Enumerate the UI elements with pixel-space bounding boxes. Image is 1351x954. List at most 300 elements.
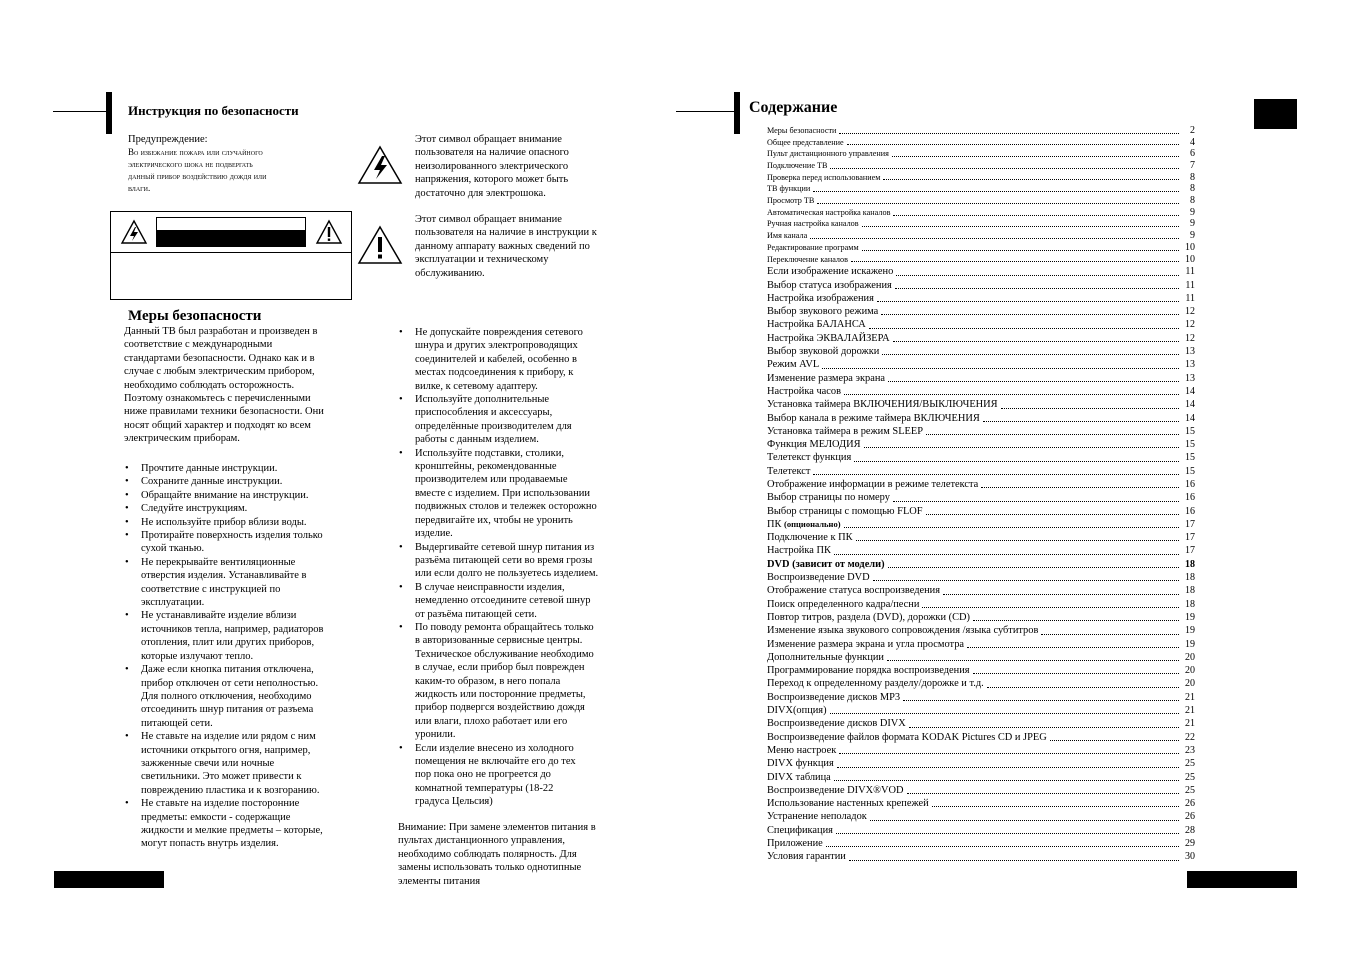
text-line: пользователя на наличие опасного: [415, 147, 569, 159]
toc-entry-title: [767, 218, 859, 230]
left-header-rule: [53, 111, 107, 112]
text-line: пользователя на наличие в инструкции к: [415, 227, 597, 239]
toc-entry-title: [767, 784, 904, 797]
text-line: разъёма питающей сети во время грозы: [415, 554, 593, 566]
left-footer-bar: [54, 871, 164, 888]
toc-entry[interactable]: [767, 611, 1195, 624]
text-line: шнура и других электропроводящих: [415, 340, 578, 352]
toc-leader-dots: [817, 203, 1179, 204]
text-line: замены использовать только однотипные: [398, 862, 582, 874]
toc-entry-text: Использование настенных крепежей: [767, 798, 929, 810]
toc-entry-text: Воспроизведение дисков MP3: [767, 691, 901, 703]
text-line: • Не ставьте на изделие посторонние: [141, 798, 300, 810]
text-line: • По поводу ремонта обращайтесь только: [415, 621, 594, 633]
toc-leader-dots: [826, 846, 1179, 847]
toc-page-number: 23: [1185, 744, 1195, 756]
text-line: достаточно для электрошока.: [415, 187, 546, 199]
toc-page-number: 17: [1185, 545, 1195, 557]
right-header-bar: [734, 92, 740, 134]
toc-page-number: 21: [1185, 718, 1195, 730]
toc-entry-text: DIVX таблица: [767, 771, 831, 783]
toc-entry-title: [767, 160, 827, 172]
toc-entry[interactable]: [767, 207, 1195, 219]
toc-entry[interactable]: [767, 638, 1195, 651]
toc-entry-text: Функция МЕЛОДИЯ: [767, 439, 861, 451]
right-footer-bar: [1187, 871, 1297, 888]
text-line: источников тепла, например, радиаторов: [141, 623, 324, 635]
toc-entry-title: [767, 385, 841, 398]
text-line: электрическим приборам.: [124, 433, 240, 445]
toc-entry[interactable]: [767, 195, 1195, 207]
toc-entry[interactable]: [767, 651, 1195, 664]
toc-page-number: 11: [1185, 279, 1195, 291]
table-of-contents: [767, 125, 1195, 864]
toc-page-number: 22: [1185, 731, 1195, 743]
toc-entry[interactable]: [767, 744, 1195, 757]
toc-entry[interactable]: [767, 837, 1195, 850]
toc-entry-title: [767, 172, 880, 184]
toc-entry[interactable]: [767, 242, 1195, 254]
toc-page-number: 7: [1190, 160, 1195, 172]
toc-entry-text: Настройка БАЛАНСА: [767, 319, 866, 331]
toc-leader-dots: [882, 354, 1179, 355]
toc-entry-title: [767, 412, 980, 425]
toc-entry-title: [767, 207, 890, 219]
toc-entry[interactable]: [767, 137, 1195, 149]
text-line: • Даже если кнопка питания отключена,: [141, 664, 314, 676]
toc-entry[interactable]: [767, 451, 1195, 464]
toc-leader-dots: [862, 250, 1179, 251]
toc-page-number: 13: [1185, 346, 1195, 358]
text-line: комнатной температуры (18-22: [415, 782, 554, 794]
toc-leader-dots: [834, 780, 1179, 781]
toc-page-number: 13: [1185, 372, 1195, 384]
safety-bullet-item: [124, 475, 354, 488]
toc-leader-dots: [837, 767, 1179, 768]
safety-bullet-item: [124, 489, 354, 502]
toc-entry-title: [767, 398, 998, 411]
text-line: работы с данным изделием.: [415, 434, 539, 446]
text-line: могут попасть внутрь изделия.: [141, 838, 279, 850]
safety-bullet-item: [124, 462, 354, 475]
toc-leader-dots: [973, 673, 1179, 674]
toc-entry-title: [767, 195, 814, 207]
toc-leader-dots: [813, 191, 1179, 192]
exclamation-warning-icon: [315, 219, 343, 245]
toc-entry-title: [767, 704, 827, 717]
toc-entry[interactable]: [767, 664, 1195, 677]
text-line: Техническое обслуживание необходимо: [415, 648, 594, 660]
toc-entry[interactable]: [767, 598, 1195, 611]
toc-entry-text: Установка таймера ВКЛЮЧЕНИЯ/ВЫКЛЮЧЕНИЯ: [767, 399, 998, 411]
toc-entry-title: [767, 279, 892, 292]
toc-leader-dots: [888, 567, 1179, 568]
text-line: повреждению пластика и к возгоранию.: [141, 784, 320, 796]
toc-leader-dots: [926, 434, 1179, 435]
text-line: ниже правилами техники безопасности. Они: [124, 406, 324, 418]
toc-entry-title: [767, 544, 831, 557]
toc-entry-text: Изменение размера экрана: [767, 372, 885, 384]
toc-entry[interactable]: [767, 584, 1195, 597]
text-line: данному аппарату важных сведений по: [415, 240, 590, 252]
exclamation-warning-icon: [357, 225, 403, 265]
toc-entry-title: [767, 837, 823, 850]
toc-entry-text: Изменение размера экрана и угла просмотра: [767, 638, 965, 650]
toc-entry[interactable]: [767, 771, 1195, 784]
text-line: в случае, если прибор был поврежден: [415, 662, 585, 674]
text-line: • Не допускайте повреждения сетевого: [415, 327, 583, 338]
page-title-contents: Содержание: [749, 99, 838, 116]
toc-leader-dots: [893, 341, 1179, 342]
toc-page-number: 10: [1185, 241, 1195, 253]
toc-entry-title: [767, 265, 893, 278]
toc-entry[interactable]: [767, 358, 1195, 371]
toc-entry[interactable]: [767, 478, 1195, 491]
toc-leader-dots: [864, 447, 1179, 448]
toc-page-number: 18: [1185, 598, 1195, 610]
text-line: • Не ставьте на изделие или рядом с ним: [141, 731, 316, 743]
toc-entry[interactable]: [767, 230, 1195, 242]
toc-leader-dots: [836, 833, 1179, 834]
toc-page-number: 2: [1190, 124, 1195, 136]
toc-entry-text: Выбор канала в режиме таймера ВКЛЮЧЕНИЯ: [767, 412, 980, 424]
toc-page-number: 19: [1185, 638, 1195, 650]
toc-entry-title: [767, 137, 844, 149]
text-line: подвижных столов и тележек осторожно: [415, 501, 597, 513]
toc-entry[interactable]: [767, 491, 1195, 504]
toc-leader-dots: [830, 713, 1179, 714]
toc-entry[interactable]: [767, 398, 1195, 411]
toc-leader-dots: [822, 368, 1179, 369]
toc-entry-title: [767, 425, 923, 438]
toc-entry[interactable]: [767, 465, 1195, 478]
text-line: местах подсоединения к прибору, к: [415, 367, 574, 379]
toc-entry-text: Условия гарантии: [767, 851, 846, 863]
toc-entry-text: Настройка ПК: [767, 545, 831, 557]
toc-entry[interactable]: [767, 183, 1195, 195]
safety-bullet-item: [124, 556, 354, 610]
toc-entry[interactable]: [767, 219, 1195, 231]
text-line: сухой тканью.: [141, 543, 205, 555]
safety-bullet-item: [398, 621, 628, 742]
text-line: или если долго не пользуетесь изделием.: [415, 568, 599, 580]
toc-entry-text: ТВ функции: [767, 184, 811, 194]
toc-entry[interactable]: [767, 438, 1195, 451]
safety-bullet-item: [398, 581, 628, 621]
toc-page-number: 16: [1185, 479, 1195, 490]
toc-entry[interactable]: [767, 345, 1195, 358]
toc-entry-title: [767, 651, 884, 664]
toc-entry-title: [767, 438, 861, 451]
toc-entry[interactable]: [767, 531, 1195, 544]
toc-entry-title: [767, 598, 919, 611]
toc-leader-dots: [1050, 740, 1179, 741]
toc-entry-title: [767, 372, 885, 385]
toc-page-number: 17: [1185, 518, 1195, 530]
toc-leader-dots: [943, 594, 1179, 595]
text-line: производителем или продаваемые: [415, 474, 568, 486]
toc-page-number: 19: [1185, 625, 1195, 637]
toc-entry-text: Телетекст функция: [767, 452, 852, 464]
toc-page-number: 4: [1190, 136, 1195, 148]
toc-entry-text: Выбор звукового режима: [767, 306, 879, 318]
text-line: эксплуатации.: [141, 597, 205, 609]
toc-entry[interactable]: [767, 731, 1195, 744]
toc-entry[interactable]: [767, 318, 1195, 331]
caution-label-box: [110, 211, 352, 300]
toc-entry-title: [767, 451, 851, 464]
toc-entry-title: [767, 691, 900, 704]
toc-entry-text: Просмотр ТВ: [767, 196, 815, 206]
toc-entry[interactable]: [767, 558, 1195, 571]
text-line: жидкости и мелкие предметы – которые,: [141, 824, 323, 836]
toc-entry-title: [767, 183, 810, 195]
text-line: передвигайте их, чтобы не уронить: [415, 514, 573, 526]
toc-entry-text: Воспроизведение дисков DIVX: [767, 718, 906, 730]
toc-page-number: 9: [1190, 218, 1195, 230]
text-line: уронили.: [415, 729, 456, 741]
text-line: обслуживанию.: [415, 267, 485, 279]
toc-page-number: 26: [1185, 811, 1195, 823]
toc-entry-text: Отображение статуса воспроизведения: [767, 585, 940, 597]
toc-leader-dots: [810, 238, 1179, 239]
text-line: необходимо соблюдать полярность. Для: [398, 848, 577, 860]
toc-entry-text: Если изображение искажено: [767, 266, 894, 278]
text-line: вилке, к сетевому адаптеру.: [415, 380, 538, 392]
toc-page-number: 11: [1185, 292, 1195, 304]
toc-entry[interactable]: [767, 172, 1195, 184]
toc-page-number: 26: [1185, 798, 1195, 810]
toc-entry-text: Проверка перед использованием: [767, 172, 881, 182]
text-line: Для полного отключения, необходимо: [141, 690, 312, 702]
toc-page-number: 20: [1185, 651, 1195, 663]
left-header-bar: [106, 92, 112, 134]
toc-entry[interactable]: [767, 824, 1195, 837]
toc-entry-title: [767, 505, 923, 518]
toc-entry[interactable]: [767, 425, 1195, 438]
toc-page-number: 14: [1185, 399, 1195, 411]
toc-entry[interactable]: [767, 677, 1195, 690]
toc-entry-text: Режим AVL: [767, 359, 820, 371]
toc-leader-dots: [834, 554, 1179, 555]
toc-entry-title: [767, 850, 846, 863]
text-line: • Используйте дополнительные: [415, 394, 550, 406]
text-line: • Сохраните данные инструкции.: [141, 476, 283, 488]
toc-page-number: 20: [1185, 678, 1195, 690]
toc-entry-title: [767, 518, 841, 531]
toc-entry-title: [767, 230, 807, 242]
toc-entry[interactable]: [767, 518, 1195, 531]
toc-leader-dots: [909, 727, 1179, 728]
toc-page-number: 9: [1190, 230, 1195, 242]
text-line: отсоединить шнур питания от разъема: [141, 704, 314, 716]
toc-entry-text: Выбор страницы по номеру: [767, 492, 890, 504]
toc-leader-dots: [873, 580, 1179, 581]
text-line: • Если изделие внесено из холодного: [415, 742, 574, 754]
safety-bullet-item: [398, 326, 628, 393]
toc-page-number: 12: [1185, 332, 1195, 344]
toc-page-number: 25: [1185, 771, 1195, 783]
toc-leader-dots: [893, 215, 1179, 216]
toc-leader-dots: [839, 133, 1179, 134]
toc-leader-dots: [830, 168, 1179, 169]
toc-entry-text: Настройка ЭКВАЛАЙЗЕРА: [767, 332, 890, 344]
text-line: которые излучают тепло.: [141, 650, 254, 662]
page-title-safety: Инструкция по безопасности: [128, 103, 299, 118]
toc-entry-title: [767, 148, 889, 160]
text-line: • Протирайте поверхность изделия только: [141, 530, 323, 542]
toc-entry[interactable]: [767, 372, 1195, 385]
toc-page-number: 16: [1185, 505, 1195, 517]
toc-entry[interactable]: [767, 757, 1195, 770]
text-line: • Следуйте инструкциям.: [141, 503, 248, 515]
text-line: Этот символ обращает внимание: [415, 214, 562, 225]
toc-entry[interactable]: [767, 305, 1195, 318]
toc-leader-dots: [896, 275, 1179, 276]
toc-page-number: 11: [1185, 266, 1195, 278]
toc-entry-text: Переключение каналов: [767, 254, 848, 264]
text-line: жидкость или посторонние предметы,: [415, 688, 586, 700]
toc-leader-dots: [1041, 634, 1179, 635]
toc-entry[interactable]: [767, 125, 1195, 137]
text-line: • Не используйте прибор вблизи воды.: [141, 516, 307, 528]
text-line: элементы питания: [398, 875, 481, 887]
toc-page-number: 18: [1185, 585, 1195, 597]
toc-entry[interactable]: [767, 850, 1195, 863]
symbol1-description: [415, 133, 625, 200]
text-line: помещения не включайте его до тех: [415, 756, 576, 767]
toc-entry-title: [767, 744, 836, 757]
text-line: • Прочтите данные инструкции.: [141, 463, 278, 474]
text-line: пор пока оно не прогреется до: [415, 769, 551, 781]
toc-leader-dots: [856, 540, 1179, 541]
toc-page-number: 15: [1185, 465, 1195, 477]
toc-entry[interactable]: [767, 254, 1195, 266]
toc-entry[interactable]: [767, 412, 1195, 425]
safety-bullet-item: [124, 609, 354, 663]
toc-leader-dots: [844, 394, 1179, 395]
toc-entry-text: Дополнительные функции: [767, 651, 884, 663]
text-line: немедленно отсоедините сетевой шнур: [415, 595, 591, 607]
toc-leader-dots: [926, 514, 1179, 515]
toc-leader-dots: [973, 620, 1179, 621]
text-line: • В случае неисправности изделия,: [415, 581, 565, 593]
toc-leader-dots: [813, 474, 1179, 475]
toc-page-number: 12: [1185, 319, 1195, 331]
toc-leader-dots: [967, 647, 1179, 648]
text-line: градуса Цельсия): [415, 796, 493, 808]
toc-entry[interactable]: [767, 505, 1195, 518]
toc-entry[interactable]: [767, 544, 1195, 557]
warning-title: Предупреждение:: [128, 134, 208, 145]
text-line: случае с любым электрическим прибором,: [124, 366, 315, 378]
toc-entry[interactable]: [767, 797, 1195, 810]
toc-leader-dots: [883, 179, 1179, 180]
toc-leader-dots: [987, 687, 1179, 688]
toc-leader-dots: [892, 156, 1179, 157]
toc-entry-text: Настройка изображения: [767, 292, 874, 304]
toc-entry-title: [767, 465, 810, 478]
text-line: Этот символ обращает внимание: [415, 134, 562, 145]
toc-leader-dots: [839, 753, 1179, 754]
toc-entry-text: Воспроизведение файлов формата KODAK Pictures CD и JPEG: [767, 731, 1047, 743]
attention-paragraph: [398, 821, 633, 888]
section-title-safety: Меры безопасности: [128, 308, 262, 324]
warning-line: электрического шока не подвергать: [128, 159, 253, 169]
toc-entry[interactable]: [767, 810, 1195, 823]
toc-page-number: 18: [1185, 572, 1195, 584]
toc-page-number: 8: [1190, 183, 1195, 195]
toc-entry[interactable]: [767, 279, 1195, 292]
toc-entry[interactable]: [767, 292, 1195, 305]
toc-entry-text: Поиск определенного кадра/песни: [767, 598, 920, 610]
toc-leader-dots: [895, 288, 1179, 289]
toc-entry-title: [767, 611, 970, 624]
toc-leader-dots: [907, 793, 1179, 794]
toc-entry[interactable]: [767, 704, 1195, 717]
toc-entry[interactable]: [767, 332, 1195, 345]
toc-entry-text: Редактирование программ: [767, 242, 859, 252]
toc-entry-text: Переход к определенному разделу/дорожке и т.д.: [767, 678, 984, 690]
toc-entry-title: [767, 358, 819, 371]
toc-leader-dots: [932, 806, 1179, 807]
safety-bullet-item: [398, 447, 628, 541]
caution-divider: [111, 252, 351, 253]
text-line: отопления, плит или других приборов,: [141, 637, 315, 649]
toc-entry[interactable]: [767, 624, 1195, 637]
text-line: носят общий характер и подходят ко всем: [124, 419, 311, 431]
toc-entry[interactable]: [767, 148, 1195, 160]
toc-entry-text: Меры безопасности: [767, 125, 837, 135]
lightning-warning-icon: [120, 219, 148, 245]
toc-entry-text: ПК: [767, 518, 782, 530]
toc-entry-title: [767, 571, 870, 584]
text-line: питающей сети.: [141, 717, 213, 729]
text-line: Поэтому ознакомьтесь с перечисленными: [124, 393, 311, 405]
toc-page-number: 8: [1190, 195, 1195, 207]
toc-entry-text: DIVX(опция): [767, 705, 827, 717]
toc-leader-dots: [869, 328, 1179, 329]
toc-entry[interactable]: [767, 717, 1195, 730]
toc-page-number: 6: [1190, 148, 1195, 160]
toc-page-number: 14: [1185, 412, 1195, 424]
text-line: стандартами безопасности. Однако как и в: [124, 352, 315, 364]
toc-leader-dots: [847, 144, 1179, 145]
toc-entry-text: Воспроизведение DVD: [767, 572, 870, 584]
toc-entry[interactable]: [767, 691, 1195, 704]
toc-entry[interactable]: [767, 160, 1195, 172]
warning-line: влаги.: [128, 183, 151, 193]
toc-entry-text: Изменение языка звукового сопровождения /языка субтитров: [767, 625, 1039, 637]
toc-entry[interactable]: [767, 571, 1195, 584]
warning-block: [128, 133, 328, 194]
toc-page-number: 15: [1185, 439, 1195, 451]
toc-leader-dots: [854, 461, 1179, 462]
toc-entry-title: [767, 558, 885, 571]
text-line: изделие.: [415, 528, 453, 540]
toc-entry[interactable]: [767, 265, 1195, 278]
toc-entry-title: [767, 491, 890, 504]
right-header-rule: [676, 111, 736, 112]
toc-entry-text: Общее представление: [767, 137, 844, 147]
toc-entry[interactable]: [767, 784, 1195, 797]
toc-page-number: 8: [1190, 171, 1195, 183]
toc-entry-text: Устранение неполадок: [767, 811, 867, 823]
toc-entry-title: [767, 757, 834, 770]
text-line: прибор подвергся воздействию дождя: [415, 702, 585, 714]
toc-entry[interactable]: [767, 385, 1195, 398]
toc-page-number: 17: [1185, 532, 1195, 544]
